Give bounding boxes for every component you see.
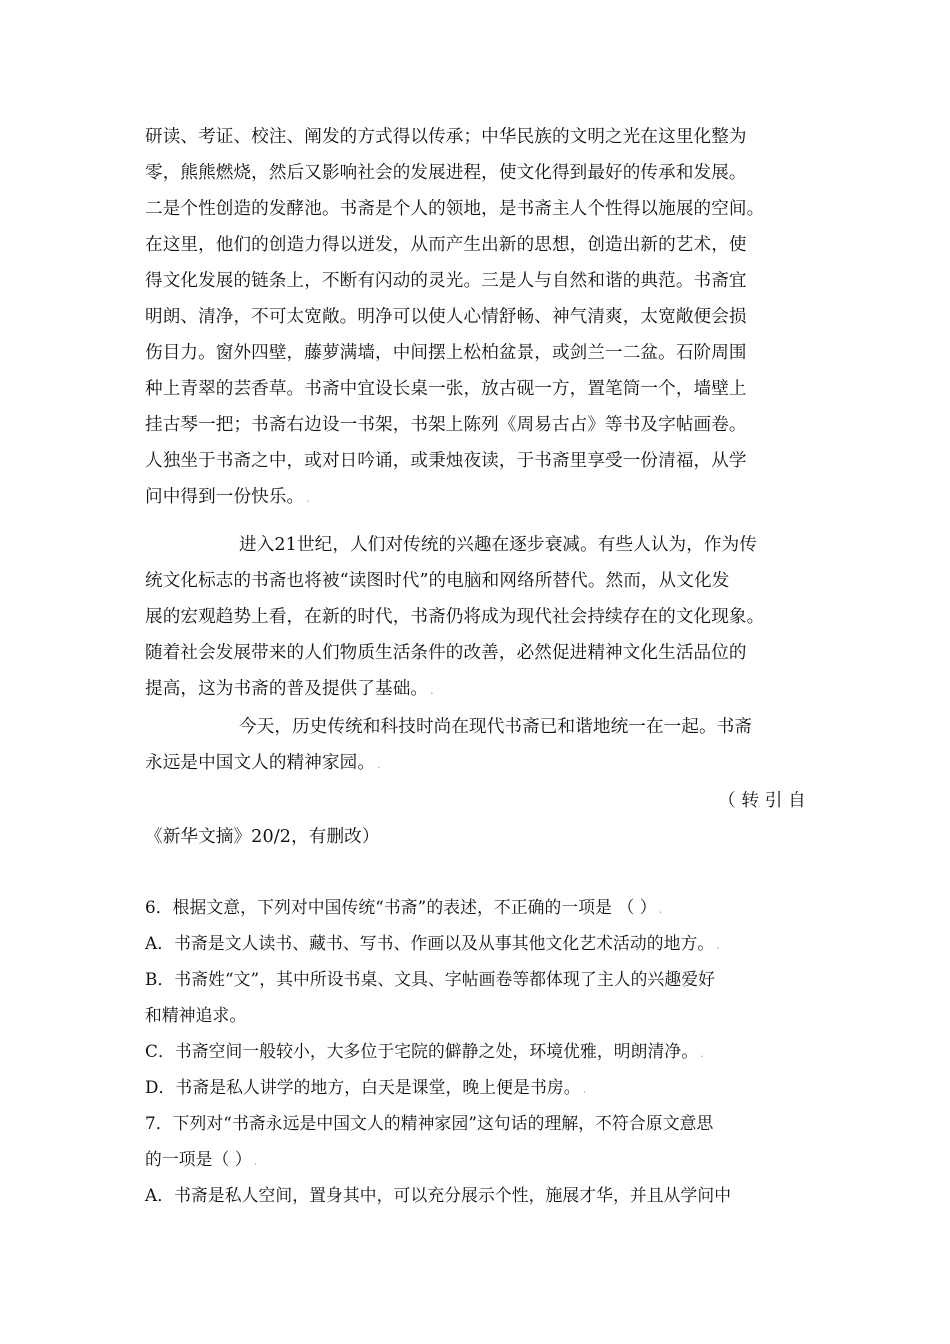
- text-line: 永远是中国文人的精神家园。: [145, 753, 376, 773]
- text-line: 在这里，他们的创造力得以迸发，从而产生出新的思想，创造出新的艺术，使: [145, 235, 747, 255]
- text-line: 零，熊熊燃烧，然后又影响社会的发展进程，使文化得到最好的传承和发展。: [145, 163, 747, 183]
- option-b: B．书斋姓“文”，其中所设书桌、文具、字帖画卷等都体现了主人的兴趣爱好: [145, 969, 715, 989]
- paragraph-mark: .: [377, 758, 381, 771]
- text-line: 提高，这为书斋的普及提供了基础。: [145, 679, 429, 699]
- text-line: 今天，历史传统和科技时尚在现代书斋已和谐地统一在一起。书斋: [239, 717, 753, 737]
- option-line: [145, 1076, 586, 1101]
- text-line: 伤目力。窗外四壁，藤萝满墙，中间摆上松柏盆景，或剑兰一二盆。石阶周围: [145, 343, 747, 363]
- option-c: C．书斋空间一般较小，大多位于宅院的僻静之处，环境优雅，明朗清净。: [145, 1041, 699, 1061]
- paragraph-mark: .: [582, 1083, 587, 1096]
- text-line: 展的宏观趋势上看，在新的时代，书斋仍将成为现代社会持续存在的文化现象。: [145, 607, 765, 627]
- question-line: [145, 896, 662, 921]
- source-citation: 《新华文摘》20/2，有删改）: [145, 827, 380, 847]
- paragraph-mark: .: [306, 492, 310, 505]
- text-line: 统文化标志的书斋也将被“读图时代”的电脑和网络所替代。然而，从文化发: [145, 571, 730, 591]
- text-line: 问中得到一份快乐。: [145, 487, 305, 507]
- paragraph-end-line: [145, 486, 310, 510]
- text-line: 人独坐于书斋之中，或对日吟诵，或秉烛夜读，于书斋里享受一份清福，从学: [145, 451, 747, 471]
- paragraph-end-line: [145, 678, 434, 702]
- option-line: [145, 1040, 704, 1065]
- option-a: A．书斋是私人空间，置身其中，可以充分展示个性，施展才华，并且从学问中: [145, 1185, 732, 1205]
- option-d: D．书斋是私人讲学的地方，白天是课堂，晚上便是书房。: [145, 1077, 581, 1097]
- paragraph-mark: .: [716, 939, 720, 952]
- question-line: [145, 1148, 257, 1173]
- text-line: 得文化发展的链条上，不断有闪动的灵光。三是人与自然和谐的典范。书斋宜: [145, 271, 747, 291]
- text-line: 进入21世纪，人们对传统的兴趣在逐步衰减。有些人认为，作为传: [239, 535, 758, 555]
- source-citation: （ 转 引 自: [718, 791, 806, 811]
- paragraph-mark: .: [700, 1047, 704, 1060]
- option-a: A．书斋是文人读书、藏书、写书、作画以及从事其他文化艺术活动的地方。: [145, 933, 715, 953]
- question-7-cont: 的一项是（ ）: [145, 1149, 252, 1169]
- option-b-cont: 和精神追求。: [145, 1005, 247, 1025]
- text-line: 明朗、清净，不可太宽敞。明净可以使人心情舒畅、神气清爽，太宽敞便会损: [145, 307, 747, 327]
- paragraph-mark: .: [658, 903, 663, 916]
- question-6: 6．根据文意，下列对中国传统“书斋”的表述，不正确的一项是 （ ）: [145, 897, 657, 917]
- text-line: 挂古琴一把；书斋右边设一书架，书架上陈列《周易古占》等书及字帖画卷。: [145, 415, 747, 435]
- paragraph-mark: .: [430, 684, 434, 697]
- question-7: 7．下列对“书斋永远是中国文人的精神家园”这句话的理解，不符合原文意思: [145, 1113, 714, 1133]
- paragraph-end-line: [145, 752, 381, 776]
- text-line: 研读、考证、校注、阐发的方式得以传承；中华民族的文明之光在这里化整为: [145, 127, 747, 147]
- text-line: 二是个性创造的发酵池。书斋是个人的领地，是书斋主人个性得以施展的空间。: [145, 199, 765, 219]
- text-line: 种上青翠的芸香草。书斋中宜设长桌一张，放古砚一方，置笔筒一个，墙壁上: [145, 379, 747, 399]
- paragraph-mark: .: [253, 1155, 258, 1168]
- option-line: [145, 932, 720, 957]
- text-line: 随着社会发展带来的人们物质生活条件的改善，必然促进精神文化生活品位的: [145, 643, 747, 663]
